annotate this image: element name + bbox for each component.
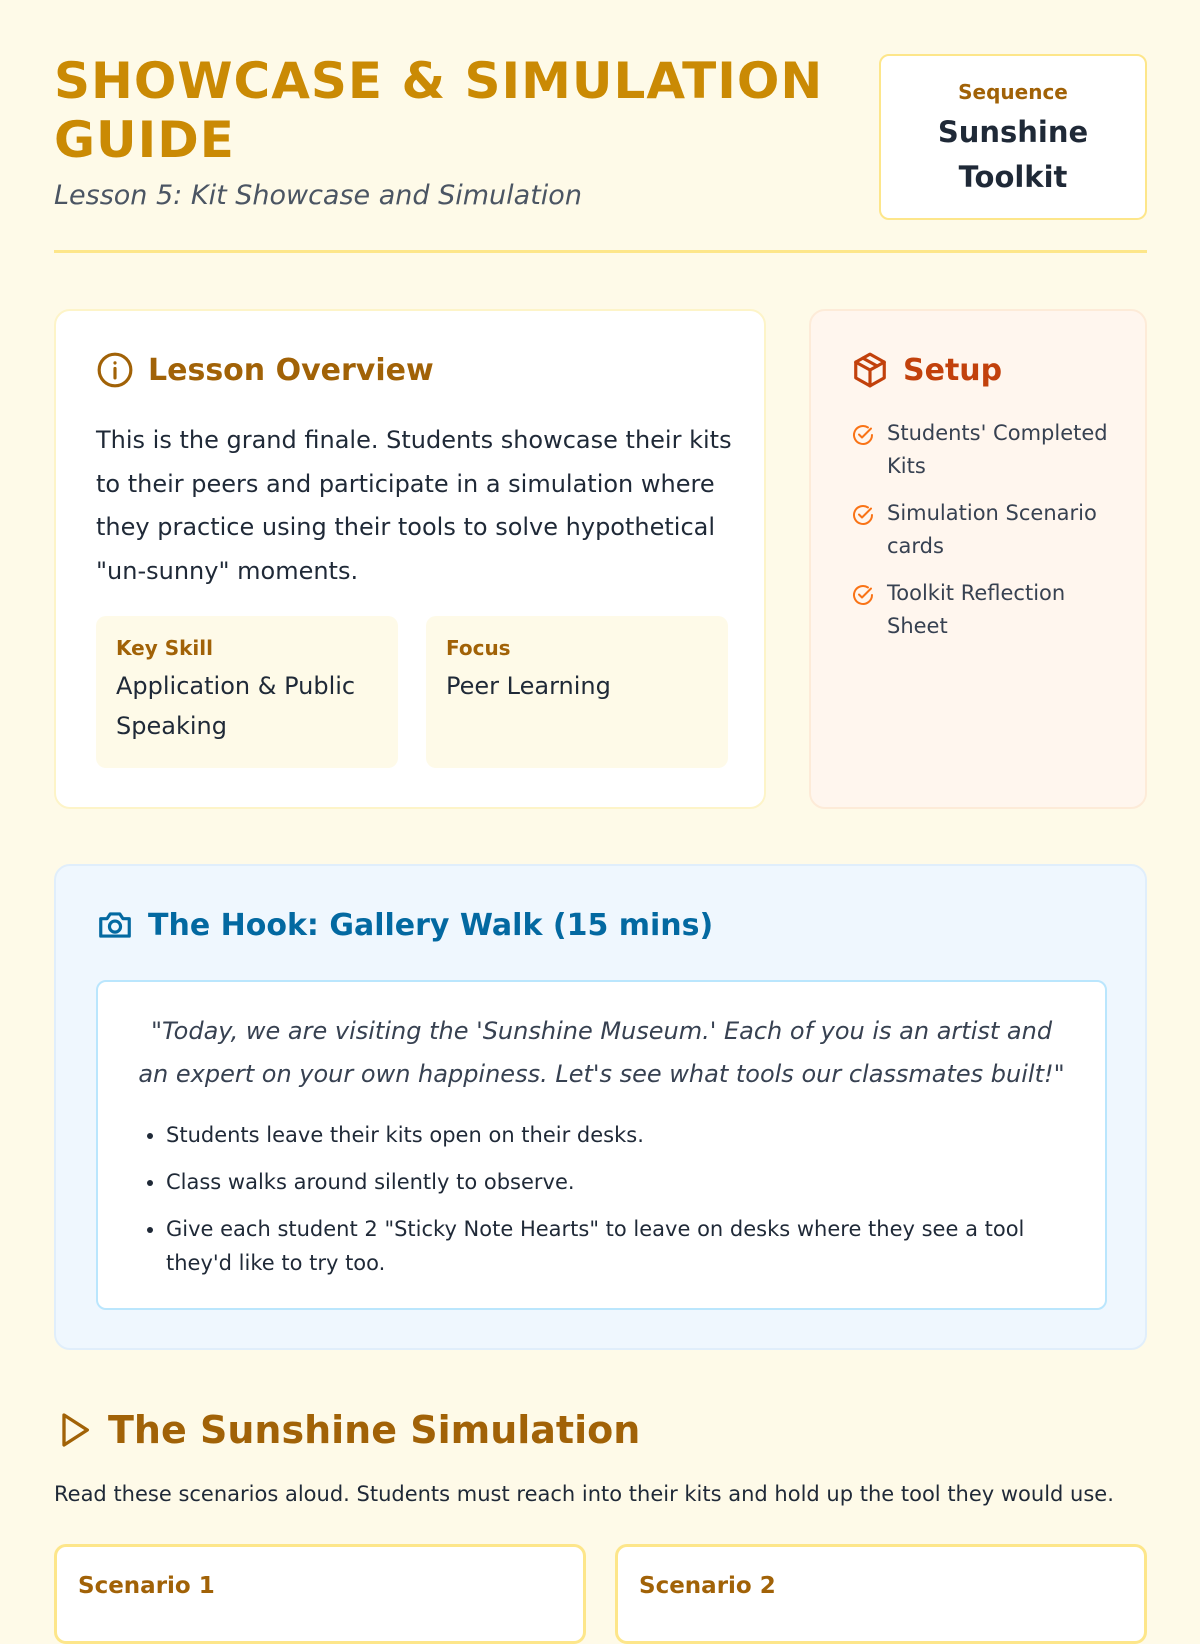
scenario-label: Scenario 1 (78, 1573, 215, 1599)
list-item: • Students leave their kits open on their desks. (166, 1118, 1046, 1152)
sequence-badge (879, 54, 1147, 220)
sequence-label: Sequence (958, 80, 1068, 104)
setup-item-text: Toolkit Reflection Sheet (887, 581, 1066, 638)
simulation-description: Read these scenarios aloud. Students must reach into their kits and hold up the tool they would use. (54, 1482, 1114, 1506)
simulation-title: The Sunshine Simulation (108, 1408, 641, 1452)
hook-script-box (96, 980, 1107, 1310)
setup-title: Setup (903, 352, 1003, 388)
list-item (851, 417, 1121, 483)
page-header (54, 52, 1147, 252)
header-divider (54, 250, 1147, 253)
hook-header (96, 906, 713, 944)
info-icon (96, 351, 134, 389)
hook-title: The Hook: Gallery Walk (15 mins) (148, 907, 714, 943)
page-title: SHOWCASE & SIMULATION GUIDE (54, 52, 824, 169)
simulation-header (54, 1408, 640, 1452)
list-item (851, 497, 1121, 563)
check-circle-icon (851, 583, 875, 607)
check-circle-icon (851, 423, 875, 447)
overview-title: Lesson Overview (148, 352, 434, 388)
scenario-label: Scenario 2 (639, 1573, 776, 1599)
sequence-value: Sunshine Toolkit (937, 115, 1089, 194)
check-circle-icon (851, 503, 875, 527)
setup-item-text: Students' Completed Kits (887, 421, 1108, 478)
setup-list (851, 417, 1121, 657)
overview-text: This is the grand finale. Students showcase their kits to their peers and participate in a simulation where they practice using their tools to solve hypothetical "un-sunny" moments. (96, 426, 732, 585)
key-skill-label: Key Skill (116, 636, 213, 660)
scenario-card (54, 1544, 586, 1644)
list-item (851, 577, 1121, 643)
list-item: • Class walks around silently to observe. (166, 1165, 1046, 1199)
key-skill-value: Application & Public Speaking (116, 672, 356, 740)
scenario-card (615, 1544, 1147, 1644)
key-skill-box (96, 616, 398, 768)
lesson-overview-card (54, 309, 766, 809)
hook-card (54, 864, 1147, 1350)
play-icon (54, 1410, 94, 1450)
focus-value: Peer Learning (446, 672, 611, 700)
focus-box (426, 616, 728, 768)
focus-label: Focus (446, 636, 511, 660)
list-item: • Give each student 2 "Sticky Note Hearts" to leave on desks where they see a tool they'd like to try too. (166, 1212, 1046, 1280)
camera-icon (96, 906, 134, 944)
hook-quote: "Today, we are visiting the 'Sunshine Museum.' Each of you is an artist and an expert on your own happiness. Let's see what tools our classmates built!" (138, 1017, 1065, 1088)
overview-header (96, 351, 434, 389)
setup-card (809, 309, 1147, 809)
hook-steps (98, 1118, 1046, 1280)
setup-item-text: Simulation Scenario cards (887, 501, 1097, 558)
box-icon (851, 351, 889, 389)
page-subtitle: Lesson 5: Kit Showcase and Simulation (54, 180, 582, 211)
setup-header (851, 351, 1002, 389)
